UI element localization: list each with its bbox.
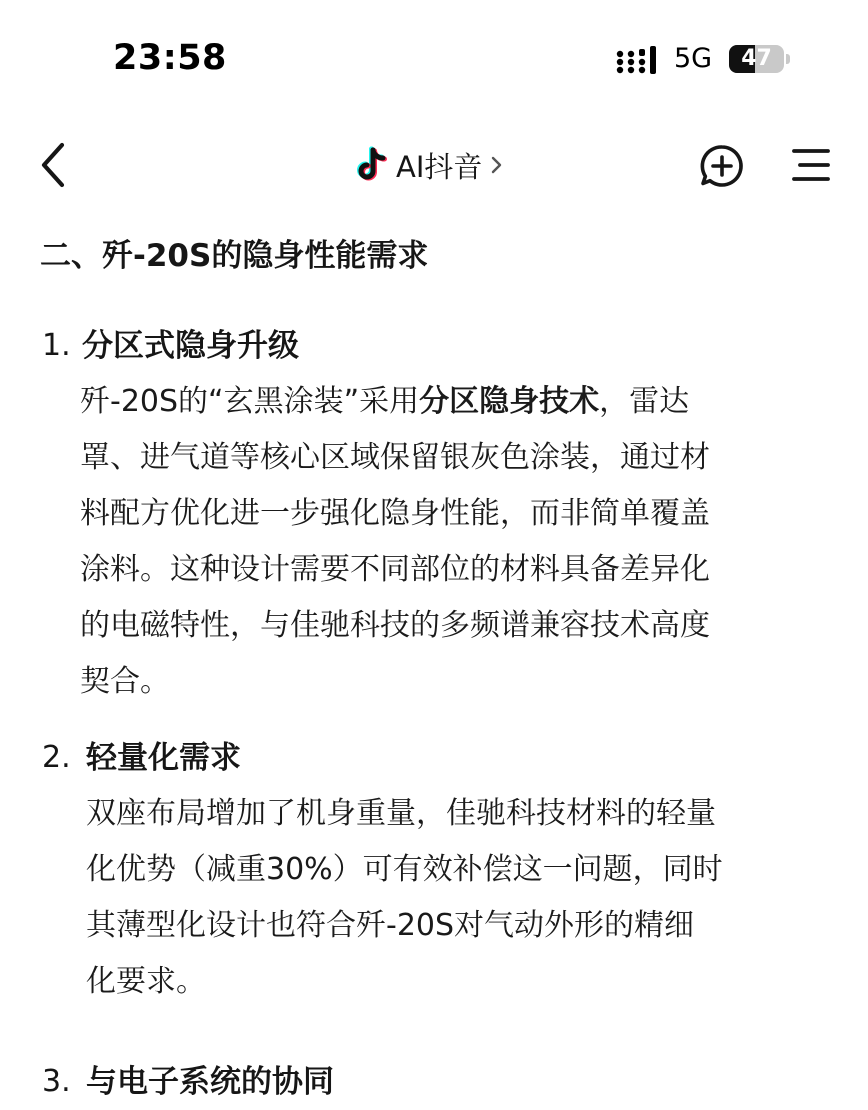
network-type: 5G <box>674 43 713 74</box>
list-item-number: 1. <box>42 328 71 363</box>
body-line: 化要求。 <box>86 964 206 999</box>
douyin-logo-icon <box>356 146 390 184</box>
list-item-title: 轻量化需求 <box>86 740 241 776</box>
body-line: 契合。 <box>80 664 170 699</box>
menu-icon[interactable] <box>790 145 832 185</box>
answer-content <box>40 230 840 1100</box>
chevron-right-icon <box>490 154 504 176</box>
list-item-body <box>80 374 710 710</box>
app-title-button[interactable] <box>356 143 504 187</box>
status-bar <box>0 0 868 110</box>
app-title: AI抖音 <box>396 149 483 184</box>
list-item-body <box>86 786 723 1010</box>
body-line: 的电磁特性，与佳驰科技的多频谱兼容技术高度 <box>80 608 710 643</box>
chat-plus-icon[interactable] <box>698 143 746 191</box>
body-line: 罩、进气道等核心区域保留银灰色涂装，通过材 <box>80 440 710 475</box>
body-line: 双座布局增加了机身重量，佳驰科技材料的轻量 <box>86 796 716 831</box>
body-line: 化优势（减重30%）可有效补偿这一问题，同时 <box>86 852 723 887</box>
cellular-signal-icon <box>616 46 661 74</box>
back-icon[interactable] <box>30 137 80 193</box>
nav-bar <box>0 125 868 205</box>
highlight-text: 分区隐身技术 <box>419 384 600 419</box>
body-line: 料配方优化进一步强化隐身性能，而非简单覆盖 <box>80 496 710 531</box>
section-heading: 二、歼-20S的隐身性能需求 <box>40 238 429 274</box>
body-line: 歼-20S的“玄黑涂装”采用分区隐身技术，雷达 <box>80 384 690 419</box>
list-item-number: 3. <box>42 1064 71 1099</box>
battery-percent: 47 <box>741 46 772 71</box>
battery-icon <box>729 45 791 73</box>
list-item-number: 2. <box>42 740 71 775</box>
status-time: 23:58 <box>113 38 227 78</box>
list-item-title: 分区式隐身升级 <box>82 328 299 364</box>
body-line: 涂料。这种设计需要不同部位的材料具备差异化 <box>80 552 710 587</box>
list-item-title: 与电子系统的协同 <box>86 1064 334 1100</box>
body-line: 其薄型化设计也符合歼-20S对气动外形的精细 <box>86 908 695 943</box>
